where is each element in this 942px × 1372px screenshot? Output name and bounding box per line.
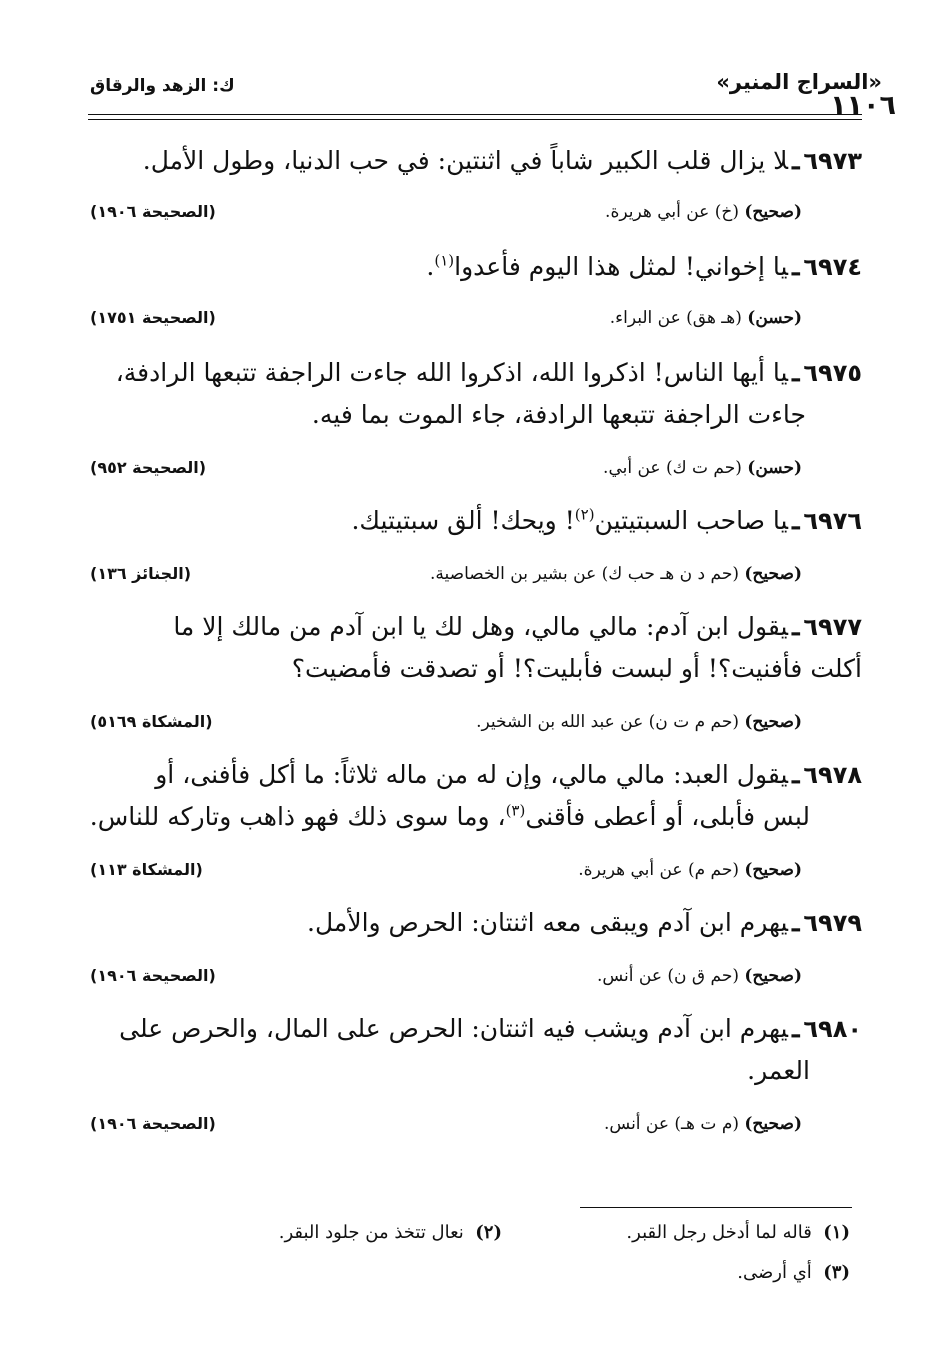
hadith-source <box>82 966 862 996</box>
page-header <box>90 70 896 121</box>
hadith-text-continued: لبس فأبلى، أو أعطى فأقنى <box>525 802 810 831</box>
hadith-text-continued: جاءت الراجفة تتبعها الرادفة، جاء الموت بما فيه. <box>311 400 806 429</box>
hadith-entry: ٦٩٧٧ـيقول ابن آدم: مالي مالي، وهل لك يا ابن آدم من مالك إلا ما أكلت فأفنيت؟! أو لبست فأبليت؟! أو تصدقت فأمضيت؟ <box>173 612 862 683</box>
hadith-source <box>82 564 862 594</box>
book-title: «السراج المنير» <box>716 70 882 94</box>
hadith-number: ٦٩٨٠ <box>803 1015 862 1043</box>
hadith-number: ٦٩٧٣ <box>803 147 862 175</box>
hadith-text: يهرم ابن آدم ويبقى معه اثنتان: الحرص والأمل. <box>307 908 789 937</box>
hadith-reference: (المشكاة ١١٣) <box>90 860 203 879</box>
hadith-entry: ٦٩٧٩ـيهرم ابن آدم ويبقى معه اثنتان: الحرص والأمل. <box>307 908 862 937</box>
hadith-entry: ٦٩٧٨ـيقول العبد: مالي مالي، وإن له من ماله ثلاثاً: ما أكل فأفنى، أو لبس فأبلى، أو أعطى فأقنى$^{(٣)}$، وما سوى ذلك فهو ذاهب وتاركه للناس. <box>89 760 862 831</box>
hadith-reference: (الصحيحة ١٩٠٦) <box>90 966 216 985</box>
hadith-entry: ٦٩٨٠ـيهرم ابن آدم ويشب فيه اثنتان: الحرص على المال، والحرص على العمر. <box>119 1014 862 1085</box>
hadith-text: يا صاحب السبتيتين <box>594 506 789 535</box>
hadith-number: ٦٩٧٥ <box>803 359 862 387</box>
footnote-marker: (٣) <box>505 801 526 820</box>
hadith-entry: ٦٩٧٦ـيا صاحب السبتيتين$^{(٢)}$! ويحك! ألق سبتيتيك. <box>351 505 862 535</box>
footnote: (١) قاله لما أدخل رجل القبر. <box>626 1222 850 1243</box>
hadith-text: يا إخواني! لمثل هذا اليوم فأعدوا <box>454 252 789 281</box>
hadith-number: ٦٩٧٤ <box>803 253 862 281</box>
hadith-source <box>82 712 862 742</box>
hadith-source <box>82 308 862 338</box>
hadith-text: يهرم ابن آدم ويشب فيه اثنتان: الحرص على المال، والحرص على <box>119 1014 789 1043</box>
hadith-grading: (صحيح) (خ) عن أبي هريرة. <box>605 202 802 222</box>
hadith-reference: (الصحيحة ٩٥٢) <box>90 458 207 477</box>
hadith-entry: ٦٩٧٣ـلا يزال قلب الكبير شاباً في اثنتين: في حب الدنيا، وطول الأمل. <box>142 146 862 175</box>
header-rule-bottom <box>88 119 862 120</box>
chapter-title: ك: الزهد والرقاق <box>90 76 235 96</box>
header-rule-top <box>88 114 862 115</box>
hadith-reference: (الصحيحة ١٧٥١) <box>90 308 216 327</box>
hadith-source <box>82 1114 862 1144</box>
hadith-source <box>82 458 862 488</box>
hadith-grading: (حسن) (حم ت ك) عن أبي. <box>603 458 802 478</box>
hadith-source <box>82 860 862 890</box>
footnote-marker: (١) <box>434 251 455 270</box>
hadith-grading: (حسن) (هـ هق) عن البراء. <box>609 308 802 328</box>
hadith-text: يقول ابن آدم: مالي مالي، وهل لك يا ابن آدم من مالك إلا ما <box>173 612 789 641</box>
hadith-text: يا أيها الناس! اذكروا الله، اذكروا الله جاءت الراجفة تتبعها الرادفة، <box>115 358 789 387</box>
hadith-grading: (صحيح) (م ت هـ) عن أنس. <box>604 1114 802 1134</box>
hadith-text: يقول العبد: مالي مالي، وإن له من ماله ثلاثاً: ما أكل فأفنى، أو <box>155 760 789 789</box>
hadith-text-continued: العمر. <box>747 1056 810 1085</box>
hadith-number: ٦٩٧٧ <box>803 613 862 641</box>
hadith-source <box>82 202 862 232</box>
hadith-grading: (صحيح) (حم د ن هـ حب ك) عن بشير بن الخصاصية. <box>430 564 802 584</box>
hadith-reference: (الصحيحة ١٩٠٦) <box>90 1114 216 1133</box>
footnote: (٢) نعال تتخذ من جلود البقر. <box>278 1222 502 1243</box>
hadith-number: ٦٩٧٦ <box>803 507 862 535</box>
hadith-grading: (صحيح) (حم ق ن) عن أنس. <box>596 966 802 986</box>
hadith-grading: (صحيح) (حم م) عن أبي هريرة. <box>578 860 802 880</box>
hadith-entry: ٦٩٧٥ـيا أيها الناس! اذكروا الله، اذكروا الله جاءت الراجفة تتبعها الرادفة، جاءت الراجفة تتبعها الرادفة، جاء الموت بما فيه. <box>115 358 862 429</box>
hadith-reference: (الجنائز ١٣٦) <box>90 564 192 583</box>
hadith-text: لا يزال قلب الكبير شاباً في اثنتين: في حب الدنيا، وطول الأمل. <box>142 146 789 175</box>
page-number: ١١٠٦ <box>830 90 896 121</box>
footnote: (٣) أي أرضى. <box>737 1262 850 1283</box>
hadith-grading: (صحيح) (حم م ت ن) عن عبد الله بن الشخير. <box>476 712 802 732</box>
hadith-reference: (المشكاة ٥١٦٩) <box>90 712 213 731</box>
hadith-number: ٦٩٧٩ <box>803 909 862 937</box>
hadith-number: ٦٩٧٨ <box>803 761 862 789</box>
hadith-text-continued: أكلت فأفنيت؟! أو لبست فأبليت؟! أو تصدقت فأمضيت؟ <box>291 654 862 683</box>
hadith-entry: ٦٩٧٤ـيا إخواني! لمثل هذا اليوم فأعدوا$^{(١)}$. <box>426 251 862 281</box>
footnote-marker: (٢) <box>574 505 595 524</box>
hadith-reference: (الصحيحة ١٩٠٦) <box>90 202 216 221</box>
footnote-separator <box>580 1207 852 1208</box>
